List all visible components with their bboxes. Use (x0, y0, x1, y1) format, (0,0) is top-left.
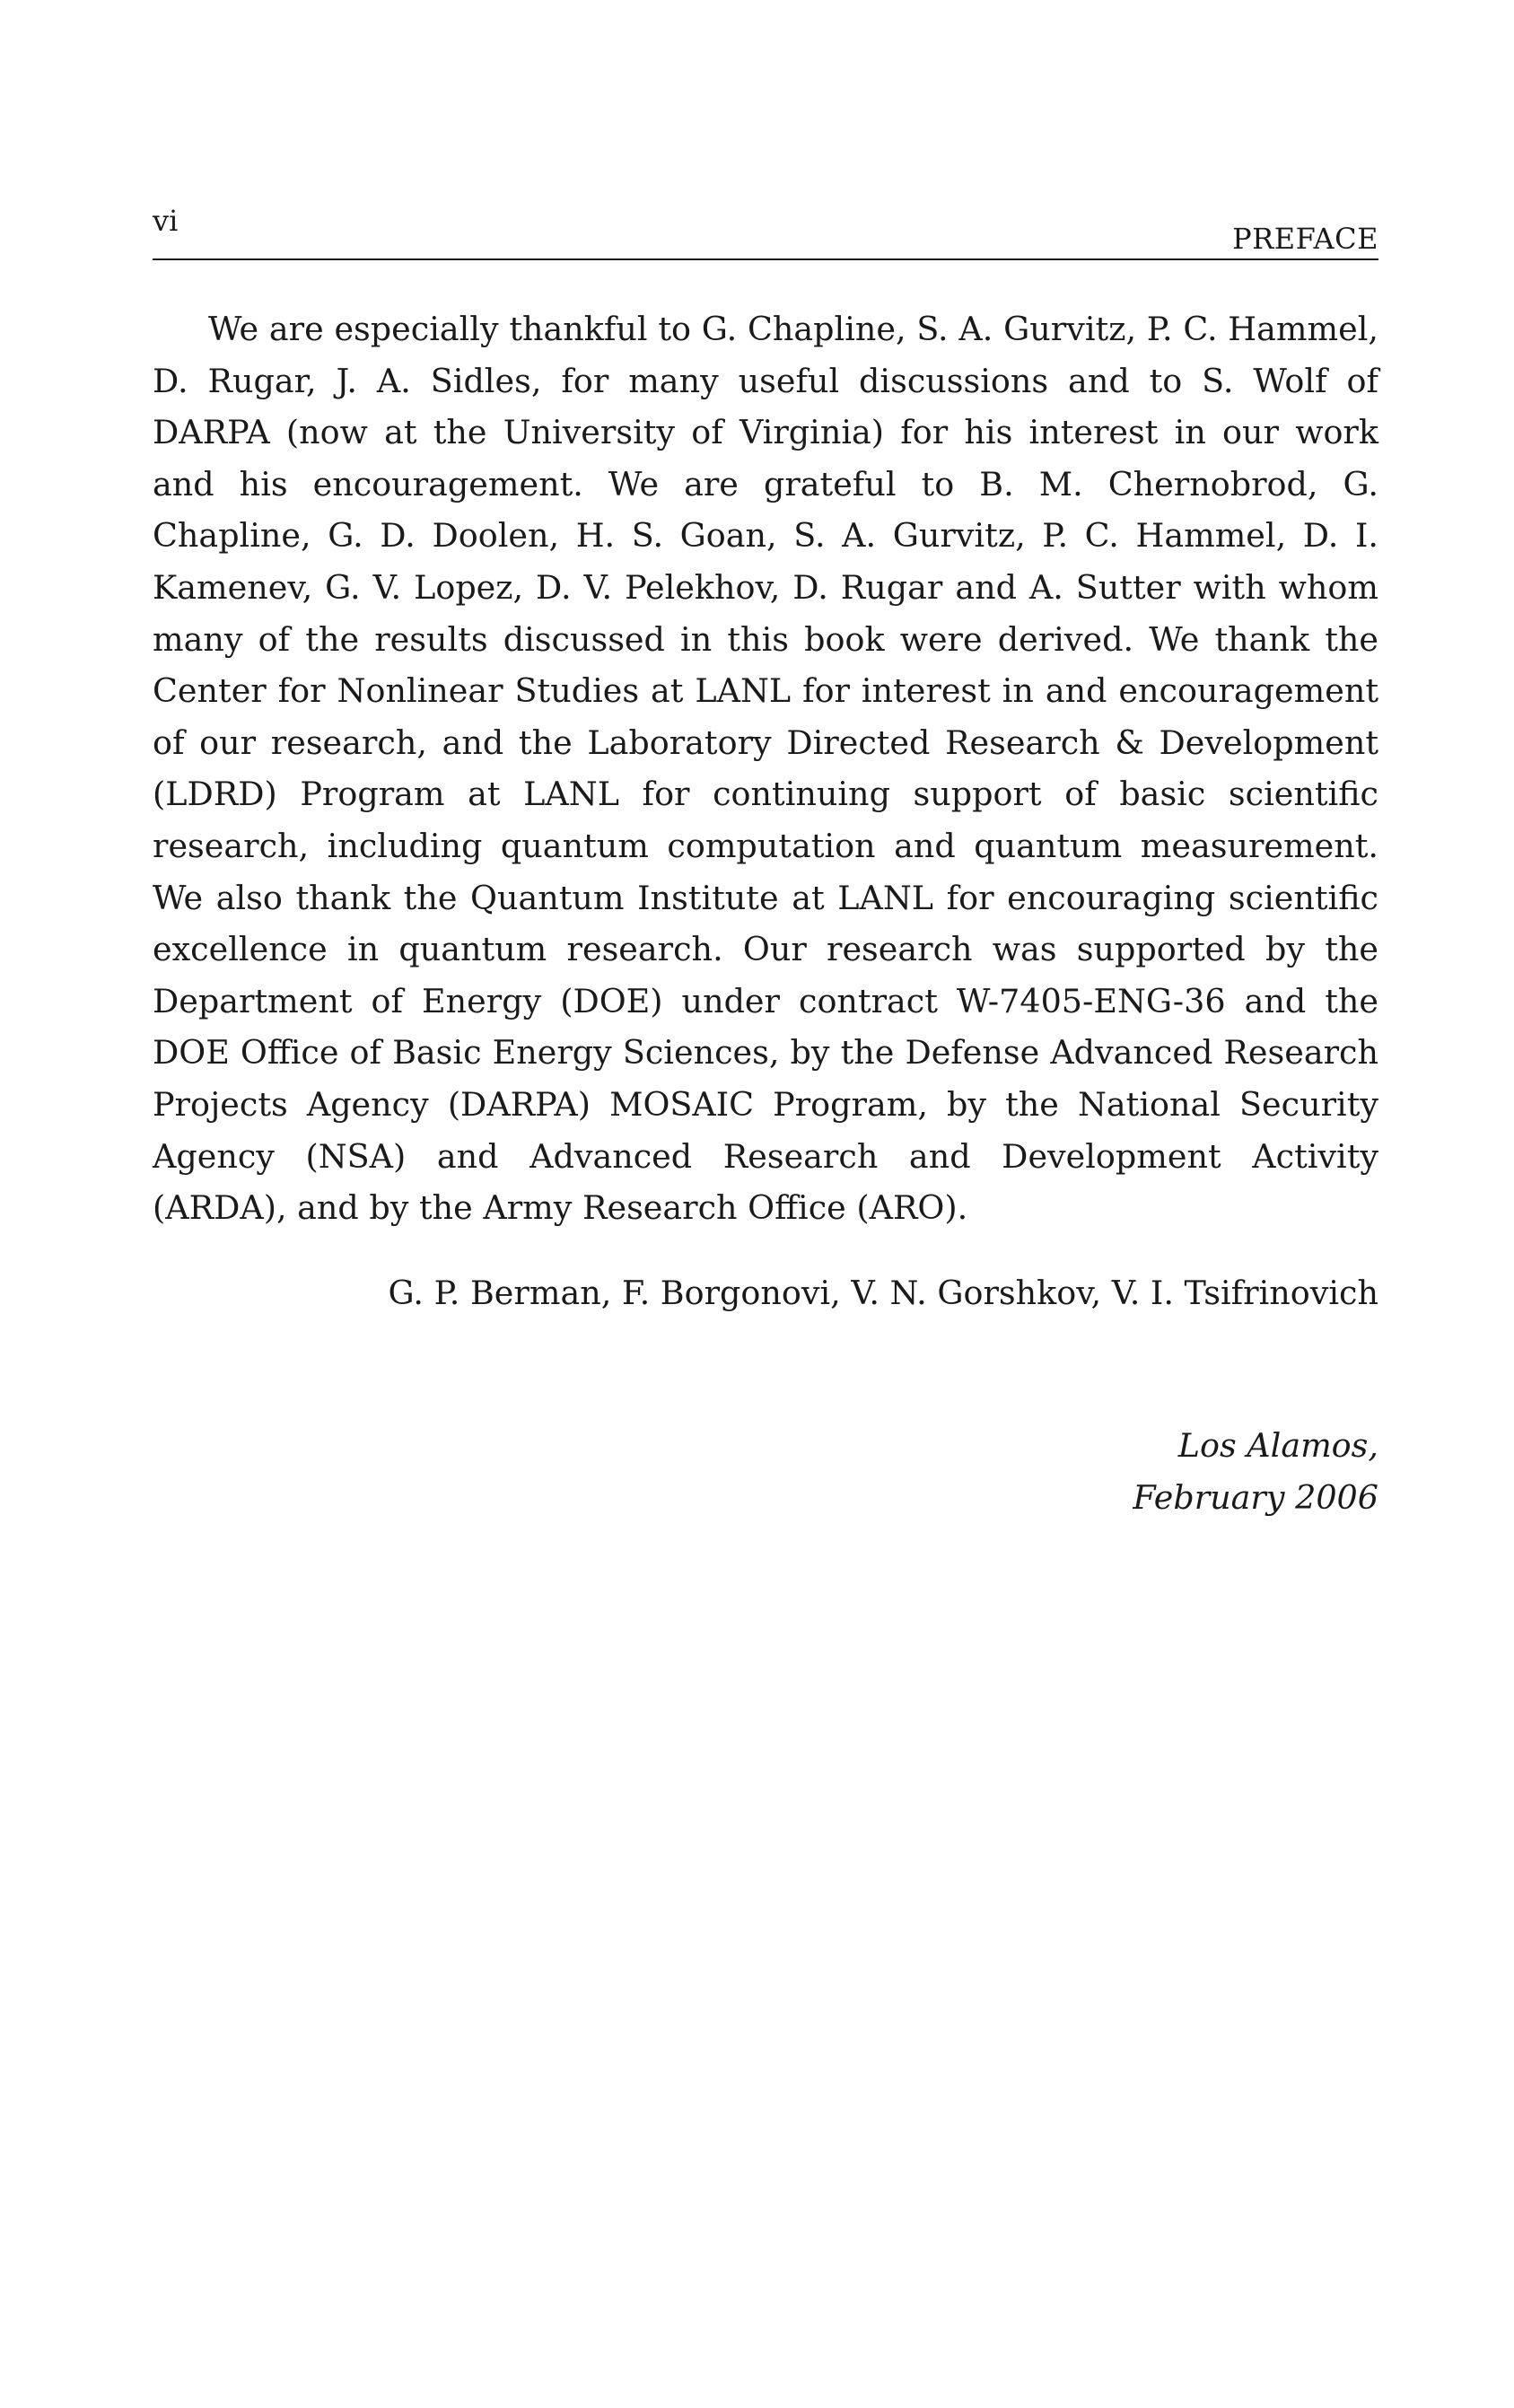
author-list: G. P. Berman, F. Borgonovi, V. N. Gorshkov, V. I. Tsifrinovich (388, 1274, 1378, 1312)
page-number: vi (153, 204, 179, 238)
acknowledgements-paragraph: We are especially thankful to G. Chapline, S. A. Gurvitz, P. C. Hammel, D. Rugar, J. A. Sidles, for many useful discussions and to S. Wolf of DARPA (now at the University of Virginia) for his interest in our work and his encouragement. We are grateful to B. M. Chernobrod, G. Chapline, G. D. Doolen, H. S. Goan, S. A. Gurvitz, P. C. Hammel, D. I. Kamenev, G. V. Lopez, D. V. Pelekhov, D. Rugar and A. Sutter with whom many of the results discussed in this book were derived. We thank the Center for Nonlinear Studies at LANL for interest in and encouragement of our research, and the Laboratory Directed Research & Development (LDRD) Program at LANL for continuing support of basic scientific research, including quantum computation and quantum measurement. We also thank the Quantum Institute at LANL for encouraging scientific excellence in quantum research. Our research was supported by the Department of Energy (DOE) under contract W-7405-ENG-36 and the DOE Office of Basic Energy Sciences, by the Defense Advanced Research Projects Agency (DARPA) MOSAIC Program, by the National Security Agency (NSA) and Advanced Research and Development Activity (ARDA), and by the Army Research Office (ARO). (153, 310, 1378, 1228)
place-line: Los Alamos, (1177, 1426, 1378, 1465)
place-date-block (840, 1420, 1378, 1523)
date-line: February 2006 (1133, 1477, 1378, 1517)
section-title: PREFACE (1232, 222, 1378, 256)
running-header (153, 203, 1378, 260)
